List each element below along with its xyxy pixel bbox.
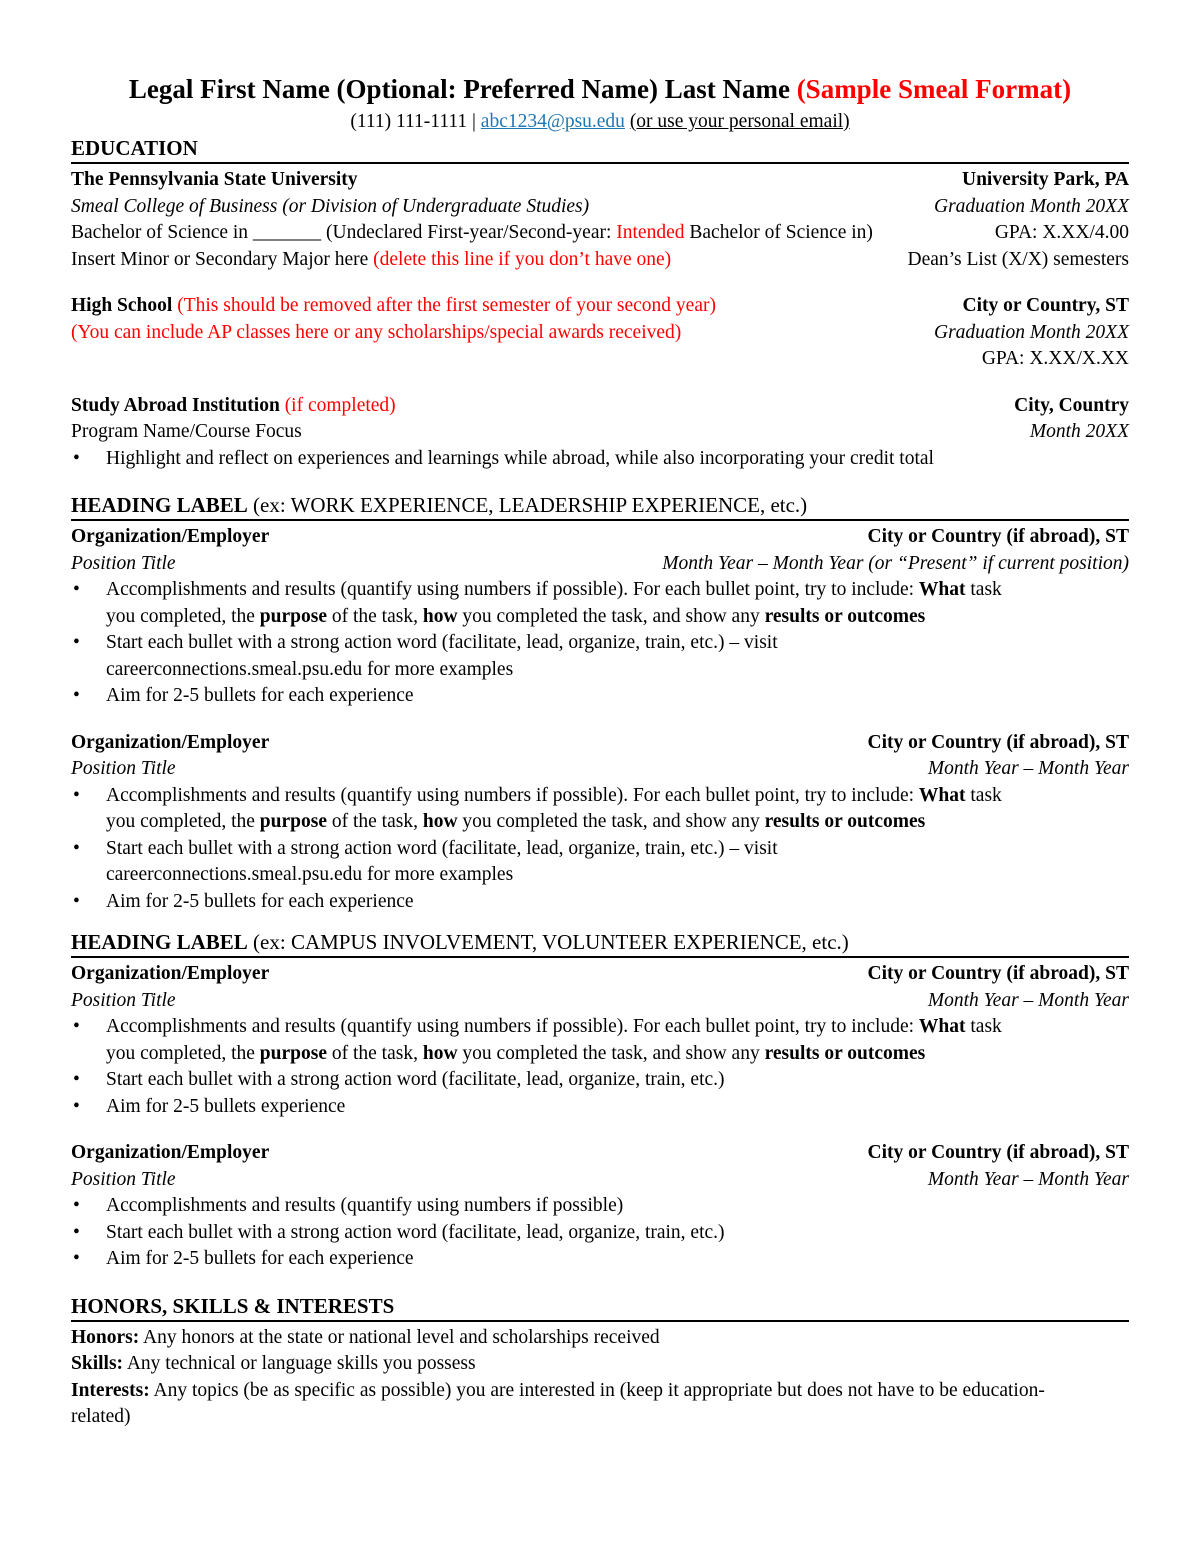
degree-intended: Intended (616, 222, 685, 243)
high-school-row (71, 293, 1129, 320)
involvement-heading-example: (ex: CAMPUS INVOLVEMENT, VOLUNTEER EXPERIENCE, etc.) (247, 930, 849, 954)
deans-list: Dean’s List (X/X) semesters (907, 248, 1129, 270)
bullet-what: What (918, 1016, 966, 1037)
experience-header (71, 961, 1129, 988)
list-item (71, 1014, 1129, 1067)
bullet-text: Aim for 2-5 bullets for each experience (106, 1248, 414, 1269)
high-school-note: (This should be removed after the first semester of your second year) (172, 295, 716, 316)
bullet-text: Accomplishments and results (quantify using numbers if possible) (106, 1195, 624, 1216)
org-location: City or Country (if abroad), ST (867, 731, 1129, 753)
list-item (71, 683, 1129, 710)
bullet-text: Start each bullet with a strong action word (facilitate, lead, organize, train, etc.) (106, 1221, 725, 1243)
bullet-text: you completed the task, and show any (457, 605, 765, 627)
work-heading (71, 492, 1129, 521)
high-school-location: City or Country, ST (962, 295, 1129, 316)
bullet-icon: • (73, 1195, 80, 1216)
position-dates: Month Year – Month Year (927, 758, 1129, 779)
study-abroad-location: City, Country (1014, 394, 1129, 416)
org-location: City or Country (if abroad), ST (867, 963, 1129, 984)
bullet-what: What (918, 579, 966, 600)
bullet-icon: • (73, 685, 80, 706)
bullet-icon: • (73, 447, 80, 469)
study-abroad-program: Program Name/Course Focus (71, 421, 302, 442)
college-row (71, 194, 1129, 221)
bullet-icon: • (73, 1221, 80, 1243)
position-dates: Month Year – Month Year (927, 989, 1129, 1011)
high-school-graduation: Graduation Month 20XX (934, 321, 1129, 343)
list-item (71, 1094, 1129, 1121)
interests-label: Interests: (71, 1379, 150, 1401)
experience-subheader (71, 756, 1129, 783)
resume-content (71, 70, 1129, 1431)
bullet-text: of the task, (326, 1042, 423, 1064)
study-abroad-note: (if completed) (279, 394, 396, 416)
university-graduation: Graduation Month 20XX (934, 195, 1129, 217)
experience-header (71, 1140, 1129, 1167)
list-item (71, 1193, 1129, 1220)
study-abroad-program-row (71, 419, 1129, 446)
bullet-text: you completed, the (106, 605, 260, 627)
bullet-text: task (965, 784, 1002, 806)
work-heading-example: (ex: WORK EXPERIENCE, LEADERSHIP EXPERIENCE, etc.) (247, 493, 808, 517)
org-name: Organization/Employer (71, 963, 270, 984)
bullet-text: Start each bullet with a strong action word (facilitate, lead, organize, train, etc.) – visit (106, 837, 778, 859)
bullet-icon: • (73, 837, 80, 859)
honors-line (71, 1325, 1129, 1352)
bullet-text: Start each bullet with a strong action word (facilitate, lead, organize, train, etc.) – visit (106, 632, 778, 653)
bullet-text: Aim for 2-5 bullets for each experience (106, 890, 414, 912)
experience-bullets (71, 1193, 1129, 1273)
bullet-text: Accomplishments and results (quantify using numbers if possible). For each bullet point, try to include: (106, 784, 919, 806)
bullet-what: What (918, 784, 966, 806)
bullet-icon: • (73, 784, 80, 806)
honors-label: Honors: (71, 1326, 140, 1348)
bullet-text: you completed, the (106, 1042, 260, 1064)
degree-prefix: Bachelor of Science in _______ (Undeclared First-year/Second-year: (71, 222, 617, 243)
list-item (71, 836, 1129, 889)
experience-bullets (71, 577, 1129, 710)
degree-row (71, 220, 1129, 247)
bullet-text: Start each bullet with a strong action word (facilitate, lead, organize, train, etc.) (106, 1069, 725, 1090)
bullet-icon: • (73, 1095, 80, 1117)
honors-heading (71, 1293, 1129, 1322)
experience-subheader (71, 988, 1129, 1015)
high-school-gpa-row (71, 346, 1129, 373)
bullet-results: results or outcomes (764, 1042, 926, 1064)
position-title: Position Title (71, 1168, 176, 1190)
study-abroad-name: Study Abroad Institution (71, 394, 280, 416)
bullet-how: how (422, 1042, 458, 1064)
bullet-icon: • (73, 632, 80, 653)
org-location: City or Country (if abroad), ST (867, 526, 1129, 547)
bullet-text: you completed the task, and show any (457, 811, 765, 832)
bullet-results: results or outcomes (764, 811, 926, 832)
skills-line (71, 1351, 1129, 1378)
experience-bullets (71, 1014, 1129, 1120)
bullet-text: you completed the task, and show any (457, 1042, 765, 1064)
bullet-text: task (965, 1016, 1002, 1037)
education-heading-text: EDUCATION (71, 136, 198, 160)
bullet-purpose: purpose (259, 1042, 327, 1064)
list-item (71, 1220, 1129, 1247)
org-name: Organization/Employer (71, 1142, 270, 1163)
college-name: Smeal College of Business (or Division of Undergraduate Studies) (71, 195, 590, 217)
study-abroad-title (71, 393, 396, 420)
bullet-icon: • (73, 1069, 80, 1090)
bullet-results: results or outcomes (764, 605, 926, 627)
university-location: University Park, PA (962, 169, 1129, 190)
bullet-text: you completed, the (106, 811, 260, 832)
position-dates: Month Year – Month Year (or “Present” if current position) (662, 552, 1129, 574)
study-abroad-date: Month 20XX (1029, 421, 1129, 442)
name-heading (71, 70, 1129, 108)
bullet-text: Accomplishments and results (quantify using numbers if possible). For each bullet point, try to include: (106, 1016, 919, 1037)
bullet-text: Aim for 2-5 bullets experience (106, 1095, 346, 1117)
position-title: Position Title (71, 552, 176, 574)
interests-text: Any topics (be as specific as possible) you are interested in (keep it appropriate but does not have to be education-related) (71, 1379, 1045, 1427)
honors-text: Any honors at the state or national level and scholarships received (139, 1326, 660, 1348)
list-item (71, 1067, 1129, 1094)
bullet-text: task (965, 579, 1002, 600)
list-item (71, 630, 1129, 683)
bullet-how: how (422, 605, 458, 627)
bullet-icon: • (73, 890, 80, 912)
list-item (71, 577, 1129, 630)
high-school-gpa: GPA: X.XX/X.XX (981, 348, 1129, 369)
minor-label: Insert Minor or Secondary Major here (71, 248, 374, 270)
high-school-title (71, 293, 716, 320)
study-abroad-row (71, 393, 1129, 420)
org-location: City or Country (if abroad), ST (867, 1142, 1129, 1163)
contact-separator: | (472, 111, 476, 132)
bullet-icon: • (73, 579, 80, 600)
format-note: (Sample Smeal Format) (796, 74, 1072, 104)
bullet-text: careerconnections.smeal.psu.edu for more examples (106, 864, 514, 885)
email-link[interactable]: abc1234@psu.edu (480, 111, 625, 132)
bullet-icon: • (73, 1248, 80, 1269)
position-dates: Month Year – Month Year (927, 1168, 1129, 1190)
involvement-heading (71, 929, 1129, 958)
skills-text: Any technical or language skills you possess (123, 1353, 476, 1374)
experience-bullets (71, 783, 1129, 916)
org-name: Organization/Employer (71, 526, 270, 547)
education-heading (71, 135, 1129, 164)
list-item (71, 446, 1129, 473)
bullet-text: Highlight and reflect on experiences and learnings while abroad, while also incorporating your credit total (106, 447, 934, 469)
experience-subheader (71, 1167, 1129, 1194)
experience-header (71, 524, 1129, 551)
university-gpa: GPA: X.XX/4.00 (994, 222, 1129, 243)
experience-header (71, 730, 1129, 757)
email-note: (or use your personal email) (629, 111, 850, 132)
minor-row (71, 247, 1129, 274)
study-abroad-bullets (71, 446, 1129, 473)
honors-heading-text: HONORS, SKILLS & INTERESTS (71, 1293, 395, 1318)
bullet-text: of the task, (326, 811, 423, 832)
high-school-name: High School (71, 295, 173, 316)
bullet-purpose: purpose (259, 811, 327, 832)
org-name: Organization/Employer (71, 731, 270, 753)
experience-subheader (71, 551, 1129, 578)
bullet-icon: • (73, 1016, 80, 1037)
bullet-text: Aim for 2-5 bullets for each experience (106, 685, 414, 706)
position-title: Position Title (71, 758, 176, 779)
full-name: Legal First Name (Optional: Preferred Name) Last Name (128, 74, 790, 104)
bullet-purpose: purpose (259, 605, 327, 627)
contact-line (71, 109, 1129, 135)
bullet-text: Accomplishments and results (quantify using numbers if possible). For each bullet point, try to include: (106, 579, 919, 600)
high-school-extra: (You can include AP classes here or any scholarships/special awards received) (71, 321, 682, 343)
position-title: Position Title (71, 989, 176, 1011)
minor-note: (delete this line if you don’t have one) (373, 248, 672, 270)
degree-text (71, 220, 873, 247)
high-school-extra-row (71, 320, 1129, 347)
list-item (71, 889, 1129, 916)
skills-label: Skills: (71, 1353, 124, 1374)
bullet-text: of the task, (326, 605, 423, 627)
phone: (111) 111-1111 (350, 111, 468, 132)
degree-suffix: Bachelor of Science in) (684, 222, 873, 243)
list-item (71, 1246, 1129, 1273)
interests-line (71, 1378, 1071, 1431)
bullet-how: how (422, 811, 458, 832)
university-row (71, 167, 1129, 194)
involvement-heading-label: HEADING LABEL (71, 930, 248, 954)
work-heading-label: HEADING LABEL (71, 493, 248, 517)
list-item (71, 783, 1129, 836)
minor-text (71, 247, 671, 274)
bullet-text: careerconnections.smeal.psu.edu for more examples (106, 658, 514, 680)
university-name: The Pennsylvania State University (71, 169, 358, 190)
